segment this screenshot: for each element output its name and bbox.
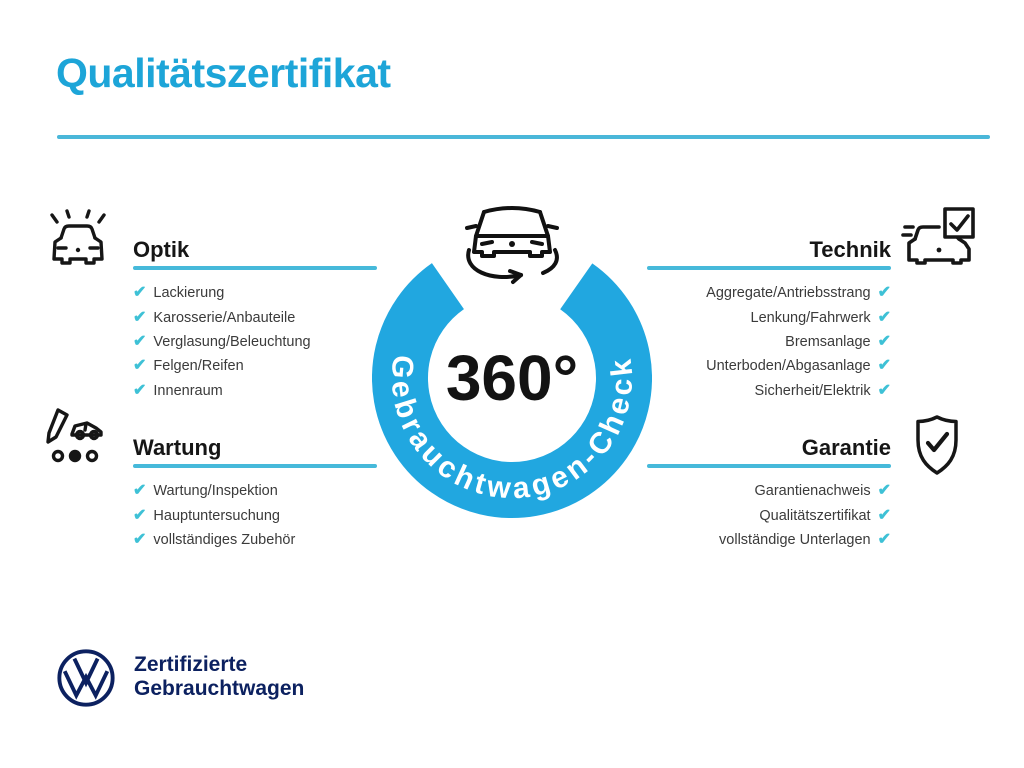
car-rotate-icon — [455, 198, 569, 300]
check-icon: ✔ — [133, 506, 147, 524]
brand-text — [134, 653, 304, 701]
checklist-garantie — [641, 479, 891, 552]
check-icon: ✔ — [877, 357, 891, 375]
checklist-item — [641, 479, 891, 503]
checklist-item — [133, 330, 383, 354]
title-divider — [57, 135, 990, 139]
section-divider-technik — [647, 266, 891, 270]
checklist-item-label: Aggregate/Antriebsstrang — [706, 285, 871, 302]
checklist-item — [133, 528, 383, 552]
section-divider-wartung — [133, 464, 377, 468]
check-icon: ✔ — [877, 381, 891, 399]
section-heading-technik: Technik — [809, 237, 891, 262]
checklist-item-label: Innenraum — [153, 382, 223, 399]
vw-logo — [55, 647, 117, 709]
checklist-item-label: vollständige Unterlagen — [719, 531, 871, 548]
checklist-item-label: Garantienachweis — [754, 483, 871, 500]
check-icon: ✔ — [133, 308, 147, 326]
section-divider-optik — [133, 266, 377, 270]
checklist-item — [641, 305, 891, 329]
checklist-item — [133, 479, 383, 503]
checklist-item — [641, 503, 891, 527]
check-icon: ✔ — [877, 530, 891, 548]
brand-line1: Zertifizierte — [134, 653, 248, 676]
check-icon: ✔ — [133, 284, 147, 302]
ring-label: Gebrauchtwagen-Check — [384, 353, 640, 506]
check-icon: ✔ — [877, 506, 891, 524]
car-front-shine-icon — [45, 207, 111, 273]
checklist-item-label: Lenkung/Fahrwerk — [750, 309, 871, 326]
checklist-item-label: vollständiges Zubehör — [153, 531, 296, 548]
car-checkbox-icon — [901, 205, 979, 273]
checklist-wartung — [133, 479, 383, 552]
check-icon: ✔ — [133, 530, 147, 548]
check-icon: ✔ — [877, 332, 891, 350]
checklist-item — [133, 281, 383, 305]
section-heading-garantie: Garantie — [801, 435, 891, 460]
check-icon: ✔ — [877, 284, 891, 302]
degrees-label: 360° — [445, 342, 579, 414]
check-icon: ✔ — [877, 482, 891, 500]
checklist-item-label: Karosserie/Anbauteile — [153, 309, 296, 326]
section-divider-garantie — [647, 464, 891, 468]
360-check-badge — [372, 198, 652, 520]
checklist-item — [133, 503, 383, 527]
checklist-item — [133, 354, 383, 378]
checklist-item-label: Wartung/Inspektion — [153, 483, 278, 500]
section-heading-wartung: Wartung — [133, 435, 222, 460]
checklist-item — [641, 354, 891, 378]
section-heading-optik: Optik — [133, 237, 190, 262]
checklist-item — [641, 281, 891, 305]
checklist-item — [133, 305, 383, 329]
page-title: Qualitätszertifikat — [56, 50, 391, 96]
check-icon: ✔ — [133, 357, 147, 375]
checklist-item-label: Verglasung/Beleuchtung — [153, 333, 311, 350]
checklist-item — [641, 379, 891, 403]
checklist-item — [641, 330, 891, 354]
checklist-item-label: Lackierung — [153, 285, 225, 302]
brand-line2: Gebrauchtwagen — [134, 677, 305, 700]
check-icon: ✔ — [133, 332, 147, 350]
checklist-item-label: Bremsanlage — [785, 333, 871, 350]
checklist-technik — [641, 281, 891, 403]
checklist-item — [133, 379, 383, 403]
checklist-optik — [133, 281, 383, 403]
checklist-item-label: Qualitätszertifikat — [759, 507, 871, 524]
check-icon: ✔ — [133, 381, 147, 399]
check-icon: ✔ — [877, 308, 891, 326]
checklist-item — [641, 528, 891, 552]
checklist-item-label: Felgen/Reifen — [153, 358, 244, 375]
checklist-item-label: Sicherheit/Elektrik — [754, 382, 871, 399]
pencil-car-dots-icon — [43, 404, 113, 474]
checklist-item-label: Hauptuntersuchung — [153, 507, 280, 524]
check-icon: ✔ — [133, 482, 147, 500]
shield-check-icon — [907, 412, 967, 480]
checklist-item-label: Unterboden/Abgasanlage — [706, 358, 871, 375]
